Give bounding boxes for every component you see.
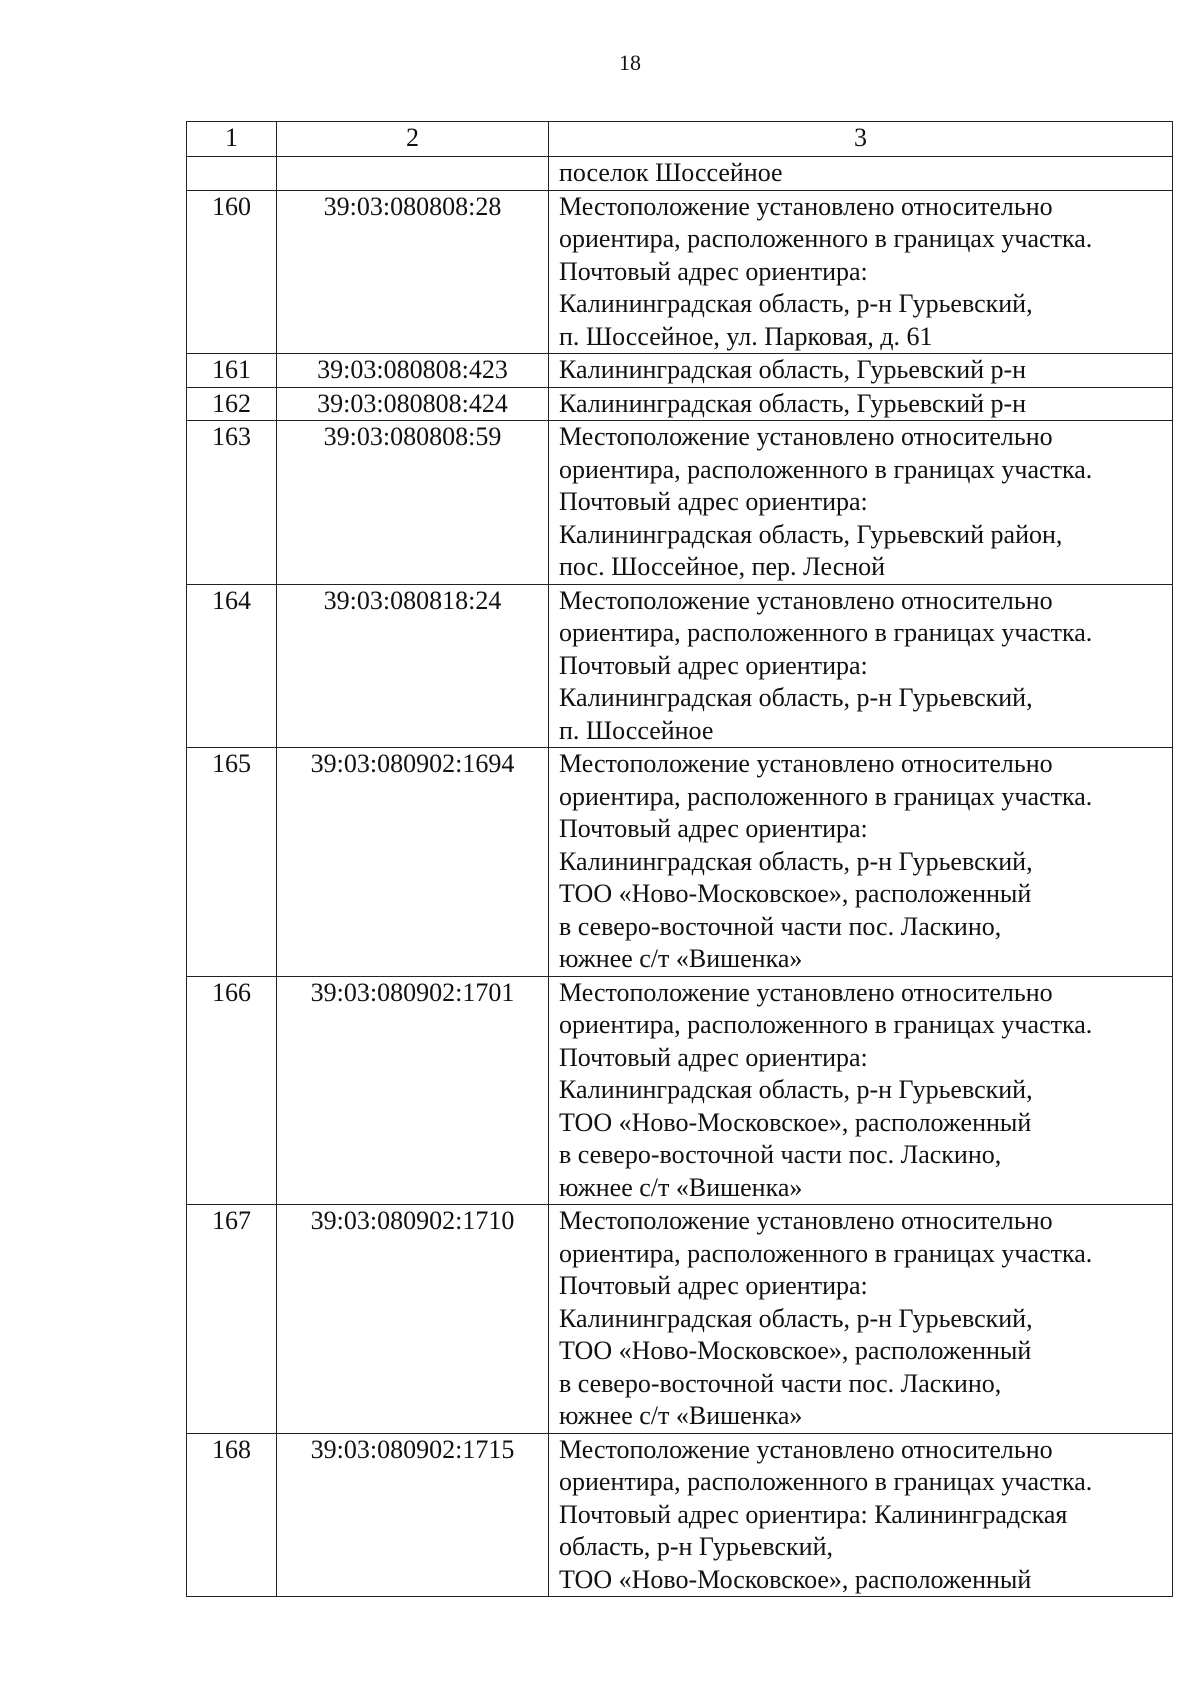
address-line: Калининградская область, Гурьевский р-н <box>559 355 1027 384</box>
address-line: Местоположение установлено относительно <box>559 191 1053 221</box>
address-cell <box>549 421 1173 585</box>
row-number-cell: 162 <box>187 387 277 421</box>
address-line: Калининградская область, р-н Гурьевский, <box>559 1075 1033 1104</box>
table-header-row <box>187 122 1173 157</box>
continuation-address-line: поселок Шоссейное <box>559 158 783 187</box>
address-line: Почтовый адрес ориентира: Калининградская <box>559 1499 1068 1529</box>
address-line: южнее с/т «Вишенка» <box>559 944 803 973</box>
address-line: ТОО «Ново-Московское», расположенный <box>559 1107 1032 1137</box>
address-line: ТОО «Ново-Московское», расположенный <box>559 879 1032 908</box>
row-number-cell: 161 <box>187 354 277 388</box>
address-line: область, р-н Гурьевский, <box>559 1532 833 1561</box>
address-line: ТОО «Ново-Московское», расположенный <box>559 1564 1032 1594</box>
row-number-cell: 164 <box>187 584 277 748</box>
row-number-cell: 165 <box>187 748 277 977</box>
address-cell <box>549 1205 1173 1434</box>
column-header-cadastral: 2 <box>277 122 549 157</box>
address-cell <box>549 976 1173 1205</box>
address-line: Местоположение установлено относительно <box>559 977 1053 1007</box>
address-line: Местоположение установлено относительно <box>559 1434 1053 1464</box>
table-row <box>187 976 1173 1205</box>
address-line: в северо-восточной части пос. Ласкино, <box>559 1368 1002 1398</box>
cadastral-number-cell: 39:03:080902:1694 <box>277 748 549 977</box>
cadastral-number-cell: 39:03:080902:1715 <box>277 1433 549 1597</box>
continuation-cadastral-cell <box>277 157 549 191</box>
table-row <box>187 748 1173 977</box>
address-line: Калининградская область, Гурьевский район, <box>559 519 1063 549</box>
address-line: Местоположение установлено относительно <box>559 749 1053 778</box>
land-plot-table <box>186 121 1173 1597</box>
address-line: Почтовый адрес ориентира: <box>559 814 868 843</box>
address-line: Почтовый адрес ориентира: <box>559 487 868 516</box>
address-cell <box>549 584 1173 748</box>
table-row <box>187 421 1173 585</box>
address-line: в северо-восточной части пос. Ласкино, <box>559 911 1002 941</box>
address-cell <box>549 748 1173 977</box>
address-line: Калининградская область, Гурьевский р-н <box>559 388 1027 418</box>
address-line: Почтовый адрес ориентира: <box>559 1271 868 1300</box>
address-line: Местоположение установлено относительно <box>559 422 1053 451</box>
address-line: пос. Шоссейное, пер. Лесной <box>559 552 886 581</box>
table-row <box>187 190 1173 354</box>
cadastral-number-cell: 39:03:080808:28 <box>277 190 549 354</box>
address-line: Калининградская область, р-н Гурьевский, <box>559 683 1033 712</box>
cadastral-number-cell: 39:03:080808:424 <box>277 387 549 421</box>
address-line: Местоположение установлено относительно <box>559 1206 1053 1235</box>
table-row <box>187 387 1173 421</box>
address-line: ориентира, расположенного в границах участка. <box>559 1238 1093 1268</box>
address-line: Калининградская область, р-н Гурьевский, <box>559 1303 1033 1333</box>
address-line: Почтовый адрес ориентира: <box>559 650 868 680</box>
address-line: Калининградская область, р-н Гурьевский, <box>559 289 1033 318</box>
address-line: ориентира, расположенного в границах участка. <box>559 781 1093 811</box>
table-body <box>187 157 1173 1597</box>
address-cell <box>549 190 1173 354</box>
address-line: ТОО «Ново-Московское», расположенный <box>559 1336 1032 1365</box>
row-number-cell: 168 <box>187 1433 277 1597</box>
cadastral-number-cell: 39:03:080808:59 <box>277 421 549 585</box>
table-row <box>187 1205 1173 1434</box>
address-line: южнее с/т «Вишенка» <box>559 1172 803 1202</box>
table-row <box>187 584 1173 748</box>
page-number: 18 <box>619 50 641 75</box>
row-number-cell: 160 <box>187 190 277 354</box>
address-cell <box>549 1433 1173 1597</box>
cadastral-number-cell: 39:03:080902:1701 <box>277 976 549 1205</box>
address-line: южнее с/т «Вишенка» <box>559 1401 803 1430</box>
continuation-number-cell <box>187 157 277 191</box>
address-line: ориентира, расположенного в границах участка. <box>559 1010 1093 1039</box>
row-number-cell: 167 <box>187 1205 277 1434</box>
address-cell <box>549 387 1173 421</box>
table-row <box>187 354 1173 388</box>
address-line: Местоположение установлено относительно <box>559 585 1053 615</box>
address-line: Почтовый адрес ориентира: <box>559 1042 868 1072</box>
address-line: п. Шоссейное <box>559 715 714 745</box>
table-row <box>187 1433 1173 1597</box>
address-line: ориентира, расположенного в границах участка. <box>559 224 1093 253</box>
column-header-address: 3 <box>549 122 1173 157</box>
address-line: в северо-восточной части пос. Ласкино, <box>559 1140 1002 1169</box>
address-line: п. Шоссейное, ул. Парковая, д. 61 <box>559 321 933 351</box>
column-header-number: 1 <box>187 122 277 157</box>
cadastral-number-cell: 39:03:080808:423 <box>277 354 549 388</box>
row-number-cell: 163 <box>187 421 277 585</box>
address-line: ориентира, расположенного в границах участка. <box>559 618 1093 647</box>
address-line: ориентира, расположенного в границах участка. <box>559 1467 1093 1496</box>
row-number-cell: 166 <box>187 976 277 1205</box>
address-cell <box>549 354 1173 388</box>
address-line: ориентира, расположенного в границах участка. <box>559 454 1093 484</box>
continuation-row <box>187 157 1173 191</box>
continuation-address-cell <box>549 157 1173 191</box>
address-line: Почтовый адрес ориентира: <box>559 256 868 286</box>
address-line: Калининградская область, р-н Гурьевский, <box>559 846 1033 876</box>
cadastral-number-cell: 39:03:080902:1710 <box>277 1205 549 1434</box>
cadastral-number-cell: 39:03:080818:24 <box>277 584 549 748</box>
